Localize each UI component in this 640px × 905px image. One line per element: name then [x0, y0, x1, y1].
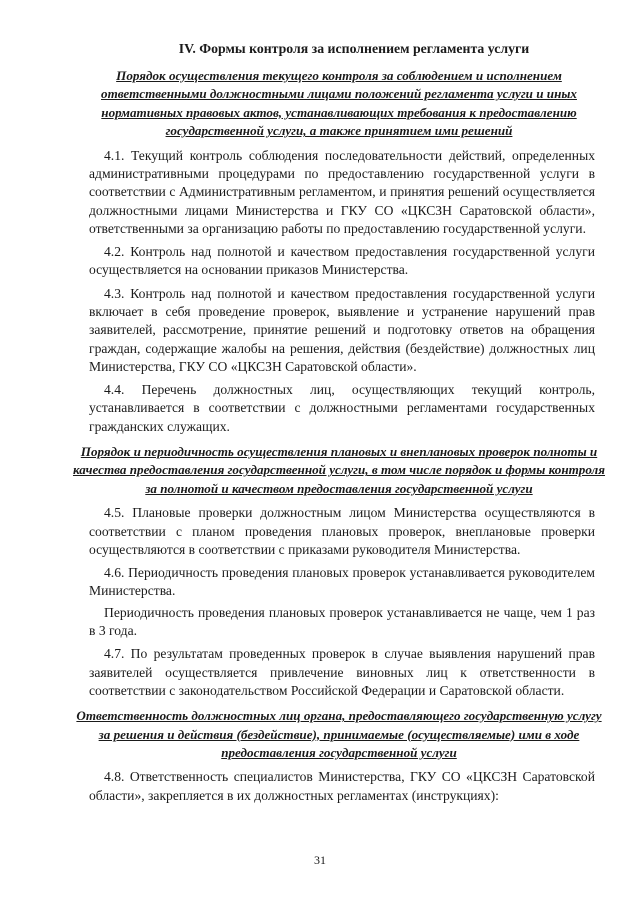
paragraph-4-7: 4.7. По результатам проведенных проверок в случае выявления нарушений прав заявителей осуществляется привлечение виновных лиц к ответственности в соответствии с законодательством Российской Федерации и Саратовской области.	[89, 646, 595, 698]
paragraph-4-3: 4.3. Контроль над полнотой и качеством предоставления государственной услуги включает в себя проведение проверок, выявление и устранение нарушений прав заявителей, рассмотрение, принятие решений и подготовку ответов на обращения граждан, содержащие жалобы на решения, действия (бездействие) должностных лиц Министерства, ГКУ СО «ЦКСЗН Саратовской области».	[89, 285, 595, 374]
document-page	[72, 40, 606, 810]
paragraph-4-5: 4.5. Плановые проверки должностным лицом Министерства осуществляются в соответствии с планом проведения плановых проверок, внеплановые проверки осуществляются в соответствии с приказами руководителя Министерства.	[89, 505, 595, 557]
chapter-title: IV. Формы контроля за исполнением регламента услуги	[178, 41, 530, 56]
paragraph-4-8: 4.8. Ответственность специалистов Министерства, ГКУ СО «ЦКСЗН Саратовской области», закрепляется в их должностных регламентах (инструкциях):	[89, 769, 595, 803]
section-heading-responsibility: Ответственность должностных лиц органа, предоставляющего государственную услугу за решения и действия (бездействие), принимаемые (осуществляемые) ими в ходе предоставления государственной услуги	[76, 708, 602, 761]
page-number: 31	[314, 853, 326, 867]
paragraph-4-6-frequency: Периодичность проведения плановых проверок устанавливается не чаще, чем 1 раз в 3 года.	[89, 604, 595, 639]
paragraph-4-6: 4.6. Периодичность проведения плановых проверок устанавливается руководителем Министерства.	[89, 565, 595, 599]
paragraph-4-1: 4.1. Текущий контроль соблюдения последовательности действий, определенных административными процедурами по предоставлению государственной услуги в соответствии с Административным регламентом, и принятия решений осуществляется должностными лицами Министерства и ГКУ СО «ЦКСЗН Саратовской области», ответственными за организацию работы по предоставлению государственной услуги.	[89, 147, 595, 236]
paragraph-4-2: 4.2. Контроль над полнотой и качеством предоставления государственной услуги осуществляется на основании приказов Министерства.	[89, 244, 595, 278]
section-heading-planned-inspections: Порядок и периодичность осуществления плановых и внеплановых проверок полноты и качества предоставления государственной услуги, в том числе порядок и формы контроля за полнотой и качеством предоставления государственной услуги	[72, 444, 606, 496]
paragraph-4-4: 4.4. Перечень должностных лиц, осуществляющих текущий контроль, устанавливается в соответствии с должностными регламентами государственных гражданских служащих.	[89, 382, 595, 434]
section-heading-current-control: Порядок осуществления текущего контроля за соблюдением и исполнением ответственными должностными лицами положений регламента услуги и иных нормативных правовых актов, устанавливающих требования к предоставлению государственной услуги, а также принятием ими решений	[101, 68, 577, 139]
